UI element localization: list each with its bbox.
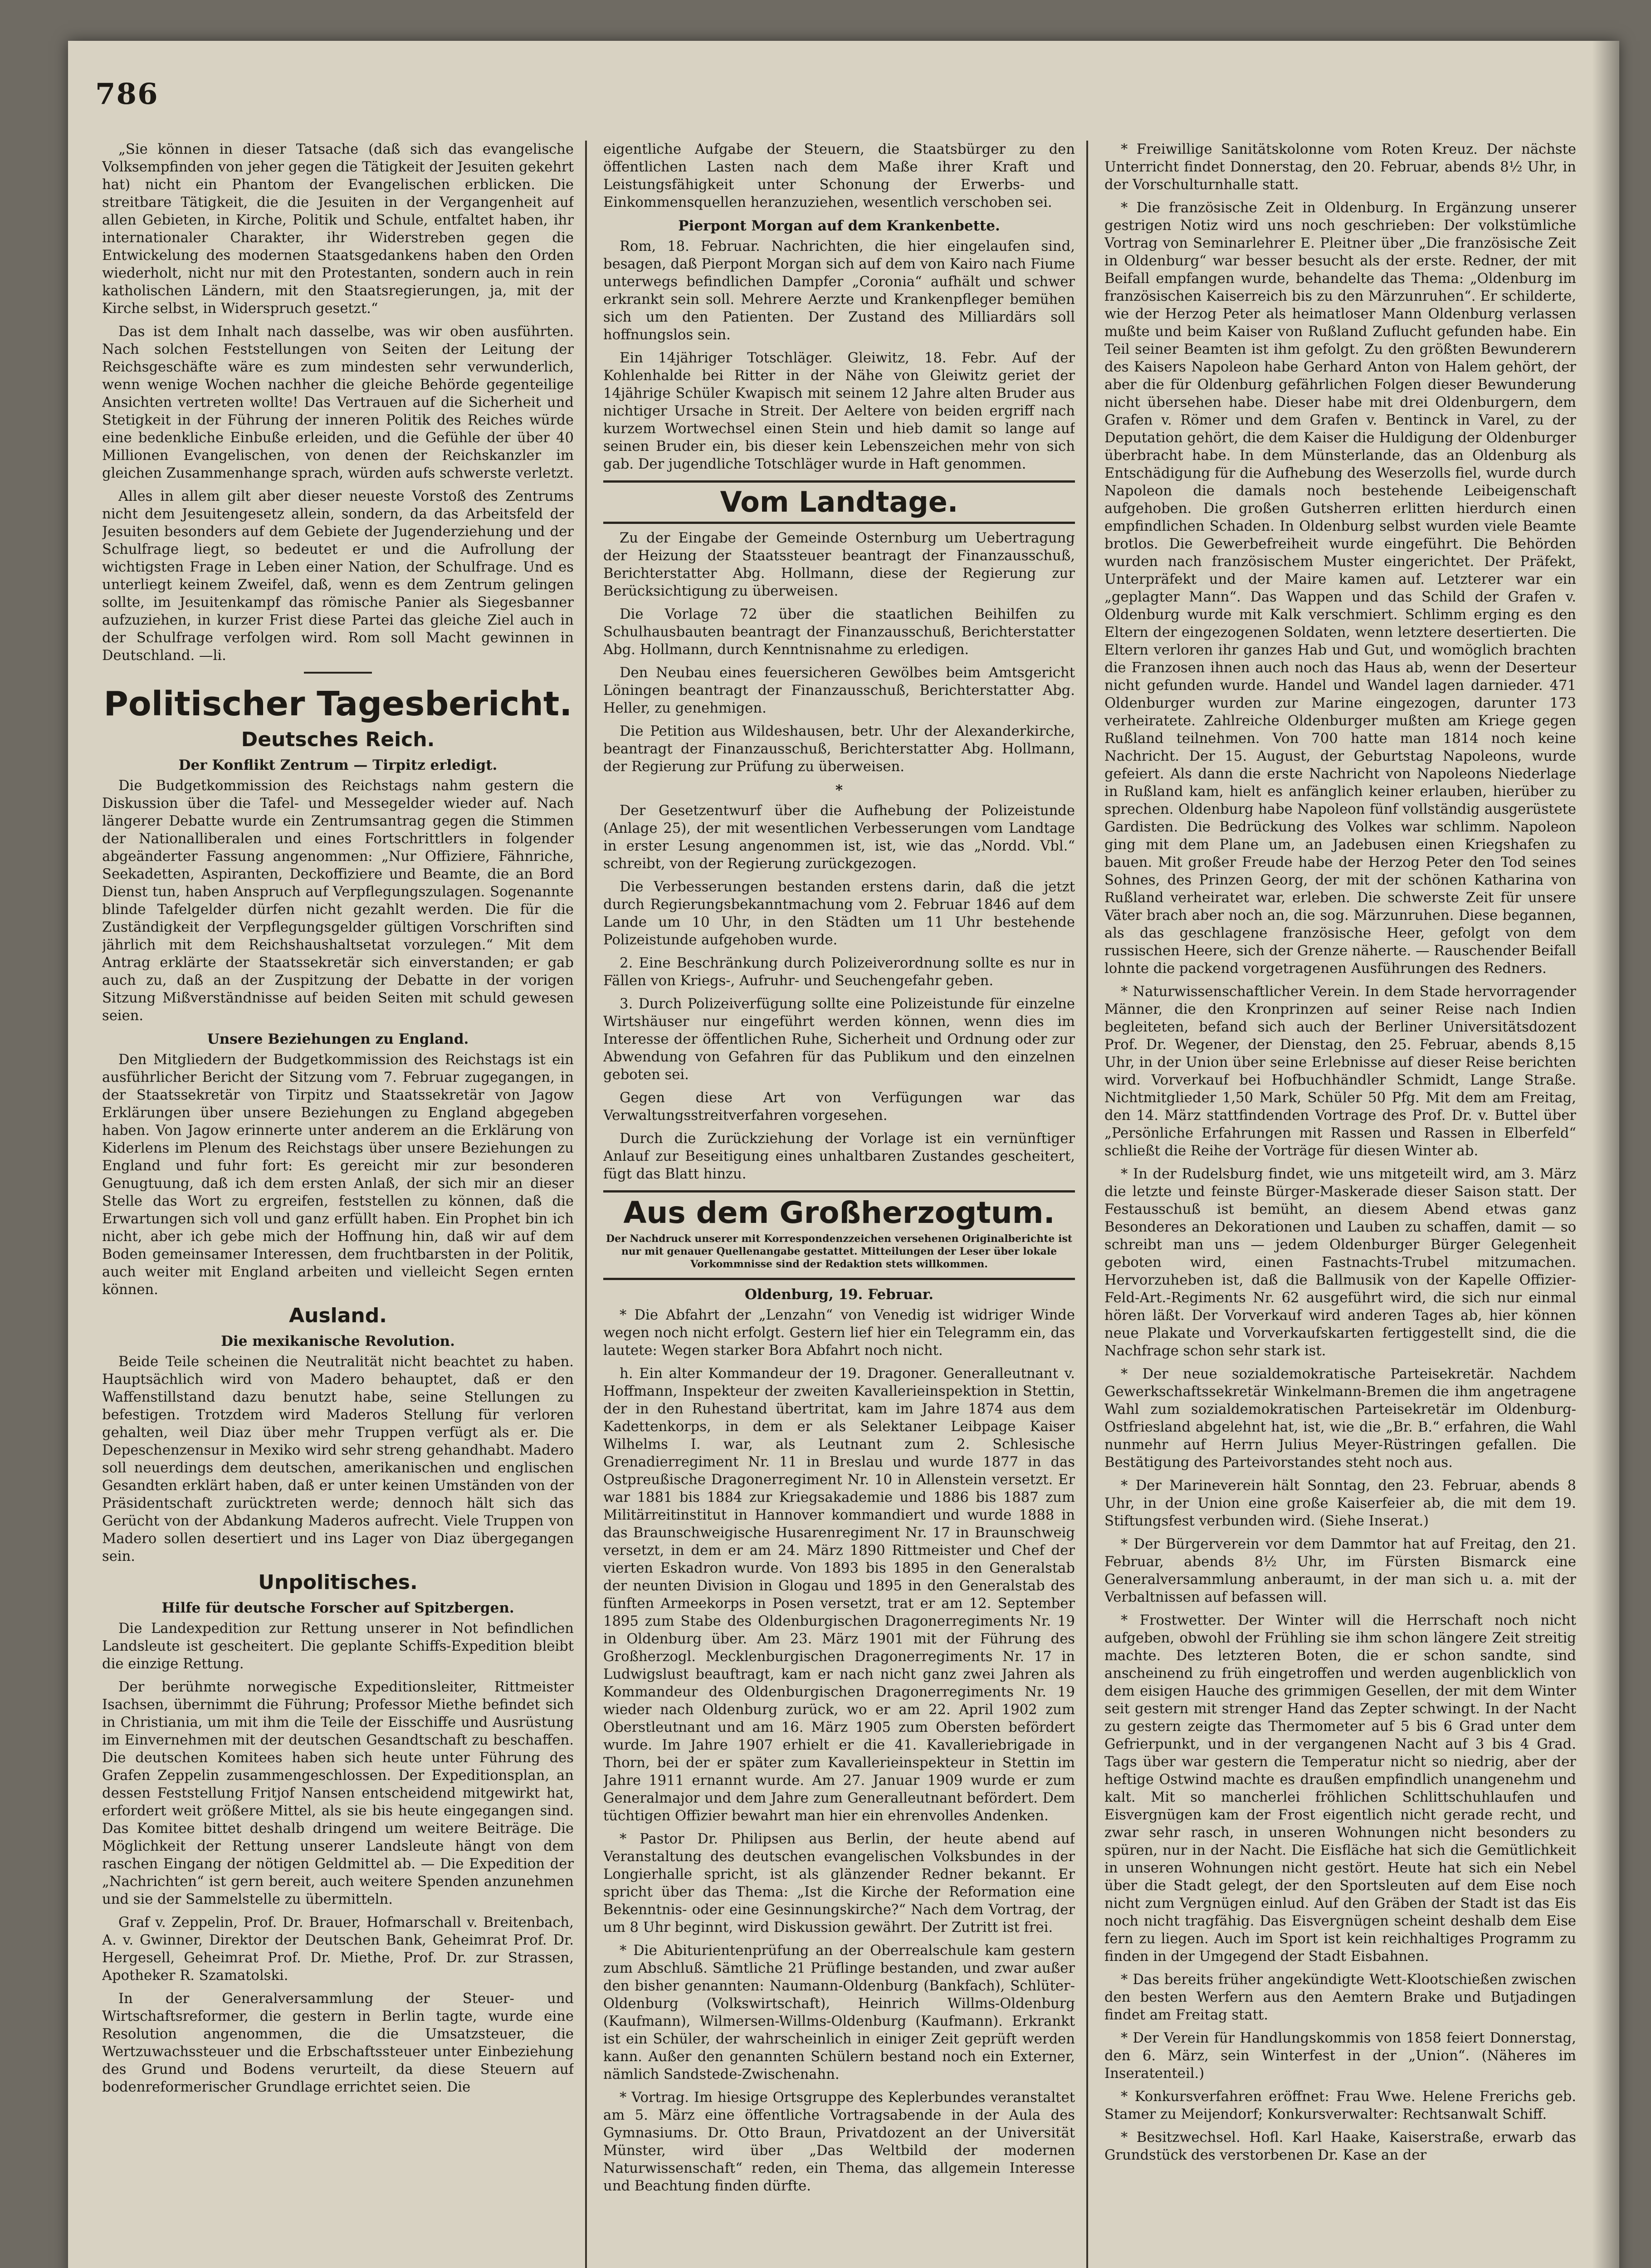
paragraph: Den Neubau eines feuersicheren Gewölbes beim Amtsgericht Löningen beantragt der Finanzausschuß, Berichterstatter Abg. Heller, zu genehmigen. (603, 665, 1075, 716)
subheading-unpolitisches: Unpolitisches. (258, 1571, 418, 1594)
paragraph: * Naturwissenschaftlicher Verein. In dem Stade hervorragender Männer, die den Kronprinzen auf seiner Reise nach Indien begleiteten, befand sich auch der Berliner Universitätsdozent Prof. Dr. Wegener, der Dienstag, den 25. Februar, abends 8,15 Uhr, in der Union über seine Erlebnisse auf dieser Reise berichten wird. Vorverkauf bei Hofbuchhändler Schmidt, Lange Straße. Nichtmitglieder 1,50 Mark, Schüler 50 Pfg. Mit dem am Freitag, den 14. März stattfindenden Vortrage des Prof. Dr. v. Buttel über „Persönliche Erfahrungen mit Rassen und Rassen in Elberfeld“ schließt die Reihe der Vorträge für diesen Winter ab. (1104, 984, 1576, 1159)
paragraph: Alles in allem gilt aber dieser neueste Vorstoß des Zentrums nicht dem Jesuitengesetz allein, sondern, da das Arbeitsfeld der Jesuiten besonders auf dem Gebiete der Jugenderziehung und der Schulfrage liegt, so bedeutet er und die Aufrollung der wichtigsten Frage in Leben einer Nation, der Schulfrage. Und es unterliegt keinem Zweifel, daß, wenn es dem Zentrum gelingen sollte, im Jesuitenkampf das römische Panier als Siegesbanner aufzuziehen, in kurzer Frist diese Partei das gleiche Ziel auch in der Schulfrage verfolgen wird. Rom soll Macht gewinnen in Deutschland. —li. (102, 489, 574, 664)
section-box-landtag (603, 480, 1075, 524)
paragraph: * Das bereits früher angekündigte Wett-Klootschießen zwischen den besten Werfern aus den Aemtern Brake und Butjadingen findet am Freitag statt. (1104, 1972, 1576, 2023)
newspaper-page (68, 41, 1619, 2268)
article-heading: Unsere Beziehungen zu England. (207, 1031, 469, 1047)
paragraph: Ein 14jähriger Totschläger. Gleiwitz, 18. Febr. Auf der Kohlenhalde bei Ritter in der Nähe von Gleiwitz geriet der 14jährige Schüler Kwapisch mit seinem 12 Jahre alten Bruder aus nichtiger Ursache in Streit. Der Aeltere von beiden ergriff nach kurzem Wortwechsel einen Stein und hieb damit so lange auf seinen Bruder ein, bis dieser kein Lebenszeichen mehr von sich gab. Der jugendliche Totschläger wurde in Haft genommen. (603, 350, 1075, 472)
article-heading: Die mexikanische Revolution. (221, 1333, 455, 1349)
subheading-reich: Deutsches Reich. (241, 728, 435, 751)
paragraph: Graf v. Zeppelin, Prof. Dr. Brauer, Hofmarschall v. Breitenbach, A. v. Gwinner, Direktor der Deutschen Bank, Geheimrat Prof. Dr. Hergesell, Geheimrat Prof. Dr. Miethe, Prof. Dr. zur Strassen, Apotheker R. Szamatolski. (102, 1915, 574, 1984)
column-2 (603, 141, 1075, 2268)
paragraph: Die Verbesserungen bestanden erstens darin, daß die jetzt durch Regierungsbekanntmachung vom 2. Februar 1846 auf dem Lande um 10 Uhr, in den Städten um 11 Uhr bestehende Polizeistunde aufgehoben wurde. (603, 879, 1075, 948)
paragraph: * Pastor Dr. Philipsen aus Berlin, der heute abend auf Veranstaltung des deutschen evangelischen Volksbundes in der Longierhalle spricht, ist als glänzender Redner bekannt. Er spricht über das Thema: „Ist die Kirche der Reformation eine Bekenntnis- oder eine Gesinnungskirche?“ Nach dem Vortrag, der um 8 Uhr beginnt, wird Diskussion gewährt. Der Zutritt ist frei. (603, 1831, 1075, 1936)
column-1 (102, 141, 574, 2268)
paragraph: * Besitzwechsel. Hofl. Karl Haake, Kaiserstraße, erwarb das Grundstück des verstorbenen Dr. Kase an der (1104, 2130, 1576, 2163)
article-heading: Pierpont Morgan auf dem Krankenbette. (678, 218, 1000, 234)
reprint-note: Der Nachdruck unserer mit Korrespondenzzeichen versehenen Originalberichte ist nur mit genauer Quellenangabe gestattet. Mitteilungen der Leser über lokale Vorkommnisse sind der Redaktion stets willkommen. (606, 1233, 1072, 1270)
section-heading-grossherzogtum: Aus dem Großherzogtum. (623, 1195, 1055, 1230)
paragraph: * Vortrag. Im hiesige Ortsgruppe des Keplerbundes veranstaltet am 5. März eine öffentliche Vortragsabende in der Aula des Gymnasiums. Dr. Otto Braun, Privatdozent an der Universität Münster, wird über „Das Weltbild der modernen Naturwissenschaft“ reden, ein Thema, das allgemein Interesse und Beachtung finden dürfte. (603, 2090, 1075, 2194)
section-box-grossherzogtum (603, 1190, 1075, 1280)
page-edge-shadow (1592, 41, 1619, 2268)
subheading-ausland: Ausland. (289, 1304, 387, 1327)
paragraph: Das ist dem Inhalt nach dasselbe, was wir oben ausführten. Nach solchen Feststellungen von Seiten der Leitung der Reichsgeschäfte wäre es zum mindesten sehr verwunderlich, wenn wenige Wochen nachher die gleiche Behörde gegenteilige Ansichten vertreten wollte! Das Vertrauen auf die Sicherheit und Stetigkeit in der Führung der inneren Politik des Reiches würde eine bedenkliche Einbuße erleiden, und die Gefühle der über 40 Millionen Evangelischen, von denen der Reichskanzler im gleichen Zusammenhange sprach, würden aufs schwerste verletzt. (102, 324, 574, 481)
paragraph: 2. Eine Beschränkung durch Polizeiverordnung sollte es nur in Fällen von Kriegs-, Aufruhr- und Seuchengefahr geben. (603, 955, 1075, 989)
paragraph: Die Landexpedition zur Rettung unserer in Not befindlichen Landsleute ist gescheitert. Die geplante Schiffs-Expedition bleibt die einzige Rettung. (102, 1621, 574, 1672)
paragraph: Die Budgetkommission des Reichstags nahm gestern die Diskussion über die Tafel- und Messegelder wieder auf. Nach längerer Debatte wurde ein Zentrumsantrag gegen die Stimmen der Nationalliberalen und eines Fortschrittlers in folgender abgeänderter Fassung angenommen: „Nur Offiziere, Fähnriche, Seekadetten, Aspiranten, Deckoffiziere und Beamte, die an Bord Dienst tun, haben Anspruch auf Verpflegungszulagen. Sogenannte blinde Tafelgelder dürfen nicht gezahlt werden. Die für die Zuständigkeit der Verpflegungsgelder gültigen Vorschriften sind jährlich mit dem Reichshaushaltsetat vorzulegen.“ Mit dem Antrag erklärte der Staatssekretär sich einverstanden; er gab auch zu, daß an der Zuspitzung der Debatte in der vorigen Sitzung Mißverständnisse auf beiden Seiten mit schuld gewesen seien. (102, 778, 574, 1024)
paragraph: * Der Verein für Handlungskommis von 1858 feiert Donnerstag, den 6. März, sein Winterfest in der „Union“. (Näheres im Inseratenteil.) (1104, 2030, 1576, 2082)
paragraph: Der Gesetzentwurf über die Aufhebung der Polizeistunde (Anlage 25), der mit wesentlichen Verbesserungen vom Landtage in erster Lesung angenommen ist, ist, wie das „Nordd. Vbl.“ schreibt, von der Regierung zurückgezogen. (603, 803, 1075, 872)
paragraph: Beide Teile scheinen die Neutralität nicht beachtet zu haben. Hauptsächlich wird von Madero behauptet, daß er den Waffenstillstand dazu benutzt habe, seine Stellungen zu befestigen. Trotzdem wird Maderos Stellung für verloren gehalten, weil Diaz über mehr Truppen verfügt als er. Die Depeschenzensur in Mexiko wird sehr streng gehandhabt. Madero soll neuerdings dem deutschen, amerikanischen und englischen Gesandten erklärt haben, daß er unter keinen Umständen von der Präsidentschaft zurücktreten werde; dennoch hält sich das Gerücht von der Abdankung Maderos aufrecht. Viele Truppen von Madero sollen desertiert und ins Lager von Diaz übergegangen sein. (102, 1354, 574, 1564)
paragraph: Rom, 18. Februar. Nachrichten, die hier eingelaufen sind, besagen, daß Pierpont Morgan sich auf dem von Kairo nach Fiume unterwegs befindlichen Dampfer „Coronia“ aufhält und schwer erkrankt sein soll. Mehrere Aerzte und Krankenpfleger bemühen sich um den Patienten. Der Zustand des Milliardärs soll hoffnungslos sein. (603, 239, 1075, 343)
paragraph: * Der neue sozialdemokratische Parteisekretär. Nachdem Gewerkschaftssekretär Winkelmann-Bremen die ihm angetragene Wahl zum sozialdemokratischen Parteisekretär im Oldenburg-Ostfriesland abgelehnt hat, ist, wie die „Br. B.“ erfahren, die Wahl nunmehr auf Herrn Julius Meyer-Rüstringen gefallen. Die Bestätigung des Parteivorstandes steht noch aus. (1104, 1366, 1576, 1471)
dateline: Oldenburg, 19. Februar. (744, 1286, 934, 1303)
paragraph: Die Vorlage 72 über die staatlichen Beihilfen zu Schulhausbauten beantragt der Finanzausschuß, Berichterstatter Abg. Hollmann, durch Kenntnisnahme zu erledigen. (603, 606, 1075, 658)
column-3 (1104, 141, 1576, 2268)
star-divider: * (835, 782, 843, 798)
paragraph: In der Generalversammlung der Steuer- und Wirtschaftsreformer, die gestern in Berlin tagte, wurde eine Resolution angenommen, die die Umsatzsteuer, die Wertzuwachssteuer und die Erbschaftssteuer unter Einbeziehung des Grund und Bodens verurteilt, da diese Steuern auf bodenreformerischer Grundlage errichtet seien. Die (102, 1991, 574, 2095)
paragraph: Den Mitgliedern der Budgetkommission des Reichstags ist ein ausführlicher Bericht der Sitzung vom 7. Februar zugegangen, in der Staatssekretär von Tirpitz und Staatssekretär von Jagow Erklärungen über unsere Beziehungen zu England abgegeben haben. Von Jagow erinnerte unter anderem an die Erklärung von Kiderlens im Plenum des Reichstags über unsere Beziehungen zu England und fuhr fort: Es gereicht mir zur besonderen Genugtuung, daß ich dem ersten Anlaß, der sich mir an dieser Stelle das Wort zu ergreifen, feststellen zu können, daß die Erwartungen sich voll und ganz erfüllt haben. Ein Prophet bin ich nicht, aber ich gebe mich der Hoffnung hin, daß wir auf dem Boden gemeinsamer Interessen, dem fruchtbarsten in der Politik, auch weiter mit England arbeiten und vielleicht Segen ernten können. (102, 1052, 574, 1298)
paragraph: „Sie können in dieser Tatsache (daß sich das evangelische Volksempfinden von jeher gegen die Tätigkeit der Jesuiten gekehrt hat) nicht ein Phantom der Evangelischen erblicken. Die streitbare Tätigkeit, die die Jesuiten in der Vergangenheit auf allen Gebieten, in Kirche, Politik und Schule, entfaltet haben, ihr internationaler Charakter, ihr Widerstreben gegen die Entwickelung des modernen Staatsgedankens haben den Orden wiederholt, nicht nur mit den Protestanten, sondern auch in rein katholischen Ländern, mit den Staatsregierungen, ja, mit der Kirche selbst, in Widerspruch gesetzt.“ (102, 142, 574, 317)
column-rule (585, 141, 587, 2268)
paragraph: * Konkursverfahren eröffnet: Frau Wwe. Helene Frerichs geb. Stamer zu Meijendorf; Konkursverwalter: Rechtsanwalt Schiff. (1104, 2089, 1576, 2122)
page-number: 786 (95, 77, 159, 111)
paragraph: h. Ein alter Kommandeur der 19. Dragoner. Generalleutnant v. Hoffmann, Inspekteur der zweiten Kavallerieinspektion in Stettin, der in den Ruhestand übertritat, kam im Jahre 1874 aus dem Kadettenkorps, in dem er als Selektaner Leibpage Kaiser Wilhelms I. war, als Leutnant zum 2. Schlesische Grenadierregiment Nr. 11 in Breslau und wurde 1877 in das Ostpreußische Dragonerregiment Nr. 10 in Allenstein versetzt. Er war 1881 bis 1884 zur Kriegsakademie und 1886 bis 1887 zum Militärreitinstitut in Hannover kommandiert und wurde 1888 in das Braunschweigische Husarenregiment Nr. 17 in Braunschweig versetzt, in dem er am 24. März 1890 Rittmeister und Chef der vierten Eskadron wurde. Von 1893 bis 1895 in den Generalstab der neunten Division in Glogau und 1895 in den Generalstab des fünften Armeekorps in Posen versetzt, trat er am 12. September 1895 zum Stabe des Oldenburgischen Dragonerregiments Nr. 19 in Oldenburg über. Am 23. März 1901 mit der Führung des Großherzogl. Mecklenburgischen Dragonerregiments Nr. 17 in Ludwigslust beauftragt, kam er nach nicht ganz zwei Jahren als Kommandeur des Oldenburgischen Dragonerregiments Nr. 19 wieder nach Oldenburg zurück, wo er am 22. April 1902 zum Oberstleutnant und am 16. März 1905 zum Obersten befördert wurde. Im Jahre 1907 erhielt er die 41. Kavalleriebrigade in Thorn, bei der er später zum Kavallerieinspekteur in Stettin im Jahre 1911 ernannt wurde. Am 27. Januar 1909 wurde er zum Generalmajor und dem Jahre zum Generalleutnant befördert. Dem tüchtigen Offizier bewahrt man hier ein ehrenvolles Andenken. (603, 1366, 1075, 1824)
paragraph: Die Petition aus Wildeshausen, betr. Uhr der Alexanderkirche, beantragt der Finanzausschuß, Berichterstatter Abg. Hollmann, der Regierung zur Prüfung zu überweisen. (603, 723, 1075, 775)
paragraph: * Die Abfahrt der „Lenzahn“ von Venedig ist widriger Winde wegen noch nicht erfolgt. Gestern lief hier ein Telegramm ein, das lautete: Wegen starker Bora Abfahrt noch nicht. (603, 1307, 1075, 1359)
paragraph: 3. Durch Polizeiverfügung sollte eine Polizeistunde für einzelne Wirtshäuser nur eingeführt werden können, wenn dies im Interesse der öffentlichen Ruhe, Sicherheit und Ordnung oder zur Abwendung von Gefahren für das Publikum und den einzelnen geboten sei. (603, 996, 1075, 1083)
paragraph: Zu der Eingabe der Gemeinde Osternburg um Uebertragung der Heizung der Staatssteuer beantragt der Finanzausschuß, Berichterstatter Abg. Hollmann, diese der Regierung zur Berücksichtigung zu überweisen. (603, 530, 1075, 599)
paragraph: * Frostwetter. Der Winter will die Herrschaft noch nicht aufgeben, obwohl der Frühling sie ihm schon längere Zeit streitig machte. Des letzteren Boten, die er schon sandte, sind anscheinend zu früh eingetroffen und werden augenblicklich von dem eisigen Hauche des grimmigen Gesellen, der mit dem Winter seit gestern mit strenger Hand das Zepter schwingt. In der Nacht zu gestern zeigte das Thermometer auf 5 bis 6 Grad unter dem Gefrierpunkt, und in der vergangenen Nacht auf 3 bis 4 Grad. Tags über war gestern die Temperatur nicht so niedrig, aber der heftige Ostwind machte es draußen empfindlich unangenehm und kalt. Mit so mancherlei fröhlichen Schlittschuhlaufen und Eisvergnügen kam der Frost eigentlich nicht gerade recht, und zwar sehr rasch, in unseren Wohnungen nicht besonders zu spüren, nur in der Nacht. Die Eisfläche hat sich die Gemütlichkeit in unseren Wohnungen nicht gestört. Heute hat sich ein Nebel über die Stadt gelegt, der den Sportsleuten auf dem Eise noch nicht zum Vergnügen einlud. Auf den Gräben der Stadt ist das Eis noch nicht tragfähig. Das Eisvergnügen scheint deshalb dem Eise fern zu liegen. Auch im Sport ist kein reichhaltiges Programm zu finden in der Umgegend der Stadt Eisbahnen. (1104, 1613, 1576, 1965)
separator (304, 672, 372, 674)
paragraph: * Die französische Zeit in Oldenburg. In Ergänzung unserer gestrigen Notiz wird uns noch geschrieben: Der volkstümliche Vortrag von Seminarlehrer E. Pleitner über „Die französische Zeit in Oldenburg“ war besser besucht als der erste. Redner, der mit Beifall empfangen wurde, behandelte das Thema: „Oldenburg im französischen Kaiserreich bis zu den Märzunruhen“. Er schilderte, wie der Herzog Peter als heimatloser Mann Oldenburg verlassen mußte und beim Kaiser von Rußland Zuflucht gefunden habe. Ein Teil seiner Beamten ist ihm gefolgt. Zu den größten Bewunderern des Kaisers Napoleon habe Gerhard Anton von Halem gehört, der aber die für Oldenburg gefährlichen Folgen dieser Bewunderung nicht übersehen habe. Dieser habe mit drei Oldenburgern, dem Grafen v. Römer und dem Grafen v. Bentinck in Varel, zu der Deputation gehört, die dem Kaiser die Huldigung der Oldenburger überbracht habe. In dem Münsterlande, das an Oldenburg als Entschädigung für die Aufhebung des Weserzolls fiel, wurde durch Napoleon die damals noch bestehende Leibeigenschaft aufgehoben. Die großen Gutsherren erlitten hierdurch einen empfindlichen Schaden. In Oldenburg selbst wurden viele Beamte brotlos. Die Gewerbefreiheit wurde eingeführt. Die Behörden wurden nach französischem Muster eingerichtet. Der Präfekt, Unterpräfekt und der Maire kamen auf. Letzterer war ein „geplagter Mann“. Das Wappen und das Schild der Grafen v. Oldenburg wurde mit Kalk verschmiert. Schlimm erging es den Eltern der eingezogenen Soldaten, wenn letztere desertierten. Die Eltern verloren ihr ganzes Hab und Gut, und womöglich brachten die Franzosen ihnen auch noch das Haus ab, wenn der Deserteur nicht gefunden wurde. Handel und Wandel lagen darnieder. 471 Oldenburger wurden zur Marine eingezogen, darunter 173 verheiratete. Zahlreiche Oldenburger mußten am Kriege gegen Rußland teilnehmen. Von 700 hatte man 1814 noch keine Nachricht. Der 15. August, der Geburtstag Napoleons, wurde gefeiert. Als dann die erste Nachricht von Napoleons Niederlage in Rußland kam, hielt es anfänglich keiner erlauben, hierüber zu sprechen. Oldenburg habe Napoleon fünf vollständig ausgerüstete Gardisten. Die Bedrückung des Volkes war schlimm. Napoleon ging mit dem Plane um, an Jadebusen einen Kriegshafen zu bauen. Mit großer Freude habe der Herzog Peter den Tod seines Sohnes, des Prinzen Georg, der mit der schönen Katharina von Rußland verheiratet war, erleben. Die schwerste Zeit für unsere Väter brach aber noch an, die sog. Märzunruhen. Diese begannen, als das geschlagene französische Heer, gefolgt von dem russischen Heere, sich der Grenze näherte. — Rauschender Beifall lohnte die packend vorgetragenen Ausführungen des Redners. (1104, 200, 1576, 977)
article-heading: Der Konflikt Zentrum — Tirpitz erledigt. (178, 757, 498, 773)
paragraph: * Die Abiturientenprüfung an der Oberrealschule kam gestern zum Abschluß. Sämtliche 21 Prüflinge bestanden, und zwar außer den bisher genannten: Naumann-Oldenburg (Bankfach), Schlüter-Oldenburg (Volkswirtschaft), Heinrich Willms-Oldenburg (Kaufmann), Wilmersen-Willms-Oldenburg (Kaufmann). Erkrankt ist ein Schüler, der wahrscheinlich in einiger Zeit geprüft werden kann. Außer den genannten Schülern bestand noch ein Externer, nämlich Sandstede-Zwischenahn. (603, 1943, 1075, 2082)
paragraph: Durch die Zurückziehung der Vorlage ist ein vernünftiger Anlauf zur Beseitigung eines unhaltbaren Zustandes gescheitert, fügt das Blatt hinzu. (603, 1131, 1075, 1182)
article-heading: Hilfe für deutsche Forscher auf Spitzbergen. (161, 1600, 514, 1616)
paragraph: * Der Bürgerverein vor dem Dammtor hat auf Freitag, den 21. Februar, abends 8½ Uhr, im Fürsten Bismarck eine Generalversammlung anberaumt, in der man sich u. a. mit der Verbaltnissen auf befassen will. (1104, 1536, 1576, 1605)
column-rule (1086, 141, 1088, 2268)
paragraph: Der berühmte norwegische Expeditionsleiter, Rittmeister Isachsen, übernimmt die Führung; Professor Miethe befindet sich in Christiania, um mit ihm die Teile der Eisschiffe und Ausrüstung im Einvernehmen mit der deutschen Gesandtschaft zu beschaffen. Die deutschen Komitees haben sich heute unter Führung des Grafen Zeppelin zusammengeschlossen. Der Expeditionsplan, an dessen Feststellung Fritjof Nansen entscheidend mitgewirkt hat, erfordert weit größere Mittel, als sie bis heute eingegangen sind. Das Komitee bittet deshalb dringend um weitere Beiträge. Die Möglichkeit der Rettung unserer Landsleute hängt von dem raschen Eingang der nötigen Geldmittel ab. — Die Expedition der „Nachrichten“ ist gern bereit, auch weitere Spenden anzunehmen und sie der Sammelstelle zu übermitteln. (102, 1679, 574, 1907)
paragraph: * In der Rudelsburg findet, wie uns mitgeteilt wird, am 3. März die letzte und feinste Bürger-Maskerade dieser Saison statt. Der Festausschuß ist bemüht, an diesem Abend etwas ganz Besonderes an Dekorationen und Lauben zu schaffen, damit — so schreibt man uns — jedem Oldenburger Bürger Gelegenheit geboten wird, einen Fastnachts-Trubel mitzumachen. Hervorzuheben ist, daß die Ballmusik von der Kapelle Offizier-Feld-Art.-Regiments Nr. 62 ausgeführt wird, die sich nur einmal hören läßt. Der Vorverkauf wird anderen Tages ab, hier können neue Plakate und Vorverkaufskarten fertiggestellt sind, die die Nachfrage schon sehr stark ist. (1104, 1166, 1576, 1359)
paragraph: Gegen diese Art von Verfügungen war das Verwaltungsstreitverfahren vorgesehen. (603, 1090, 1075, 1124)
paragraph: * Freiwillige Sanitätskolonne vom Roten Kreuz. Der nächste Unterricht findet Donnerstag, den 20. Februar, abends 8½ Uhr, in der Vorschulturnhalle statt. (1104, 142, 1576, 193)
paragraph: eigentliche Aufgabe der Steuern, die Staatsbürger zu den öffentlichen Lasten nach dem Maße ihrer Kraft und Leistungsfähigkeit unter Schonung der Erwerbs- und Einkommensquellen heranzuziehen, wesentlich verschoben sei. (603, 142, 1075, 210)
section-heading-landtag: Vom Landtage. (720, 485, 958, 518)
paragraph: * Der Marineverein hält Sonntag, den 23. Februar, abends 8 Uhr, in der Union eine große Kaiserfeier ab, die mit dem 19. Stiftungsfest verbunden wird. (Siehe Inserat.) (1104, 1478, 1576, 1529)
section-heading-tagesbericht: Politischer Tagesbericht. (103, 684, 572, 723)
